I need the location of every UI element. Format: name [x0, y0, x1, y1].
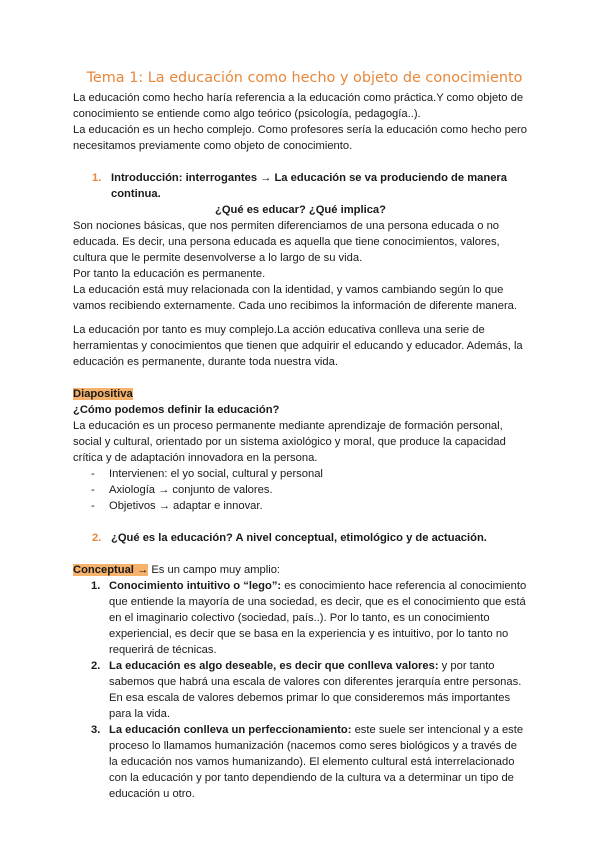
- diapositiva-label: Diapositiva: [73, 388, 133, 400]
- diapositiva-definition: La educación es un proceso permanente mediante aprendizaje de formación personal, social y cultural, orientado por un sistema axiológico y moral, que produce la capacidad crítica y de adaptación innovadora en la persona.: [73, 420, 506, 464]
- section-2-number: 2.: [92, 532, 102, 544]
- bullet-item: - Axiología → conjunto de valores.: [91, 484, 273, 496]
- section-1-heading-text: Introducción: interrogantes → La educación se va produciendo de manera continua.: [111, 172, 507, 200]
- list-item: 2. La educación es algo deseable, es decir que conlleva valores: y por tanto sabemos que habrá una escala de valores con diferentes jerarquía entre personas. En esa escala de valores debemos primar lo que consideremos más importantes para la vida.: [91, 660, 522, 720]
- section-2-heading-text: ¿Qué es la educación? A nivel conceptual, etimológico y de actuación.: [111, 532, 487, 544]
- section-1-heading: [73, 170, 528, 202]
- section-1-paragraph-2: Por tanto la educación es permanente.: [73, 268, 266, 280]
- intro-paragraph-2: La educación es un hecho complejo. Como profesores sería la educación como hecho pero necesitamos previamente como objeto de conocimiento.: [73, 124, 527, 152]
- conceptual-text: Es un campo muy amplio:: [151, 564, 281, 576]
- diapositiva-bullets: [73, 466, 528, 514]
- conceptual-list: [73, 578, 528, 802]
- bullet-item: - Intervienen: el yo social, cultural y personal: [91, 468, 323, 480]
- document-page: [73, 68, 528, 802]
- bullet-item: - Objetivos → adaptar e innovar.: [91, 500, 263, 512]
- section-2-heading: [73, 530, 528, 546]
- section-1-paragraph-3: La educación está muy relacionada con la identidad, y vamos cambiando según lo que vamos recibiendo externamente. Cada uno recibimos la información de diferente manera.: [73, 284, 518, 312]
- section-1-question: ¿Qué es educar? ¿Qué implica?: [215, 204, 386, 216]
- conceptual-line: [73, 562, 528, 578]
- diapositiva-question: ¿Cómo podemos definir la educación?: [73, 404, 280, 416]
- list-item: 3. La educación conlleva un perfeccionamiento: este suele ser intencional y a este proceso lo llamamos humanización (nacemos como seres biológicos y a través de la educación nos vamos humanizando). El elemento cultural está interrelacionado con la educación y por tanto dependiendo de la cultura va a determinar un tipo de educación u otro.: [91, 724, 524, 800]
- intro-paragraph-1: La educación como hecho haría referencia a la educación como práctica.Y como objeto de conocimiento se entiende como algo teórico (psicología, pedagogía..).: [73, 92, 524, 120]
- section-1-paragraph-1: Son nociones básicas, que nos permiten diferenciamos de una persona educada o no educada. Es decir, una persona educada es aquella que tiene conocimientos, valores, cultura que le permite desenvolverse a lo largo de su vida.: [73, 220, 500, 264]
- conceptual-label: Conceptual →: [73, 564, 149, 576]
- section-1-paragraph-4: La educación por tanto es muy complejo.La acción educativa conlleva una serie de herramientas y conocimientos que tienen que adquirir el educando y educador. Además, la educación es permanente, durante toda nuestra vida.: [73, 324, 523, 368]
- list-item: 1. Conocimiento intuitivo o “lego”: es conocimiento hace referencia al conocimiento que entiende la mayoría de una sociedad, es decir, que es el conocimiento que está en el imaginario colectivo (sociedad, país..). Por lo tanto, es un conocimiento experiencial, es decir que se basa en la experiencia y es intuitivo, por lo tanto no requerirá de técnicas.: [91, 580, 527, 656]
- page-title: Tema 1: La educación como hecho y objeto de conocimiento: [86, 70, 523, 86]
- section-1-number: 1.: [92, 172, 102, 184]
